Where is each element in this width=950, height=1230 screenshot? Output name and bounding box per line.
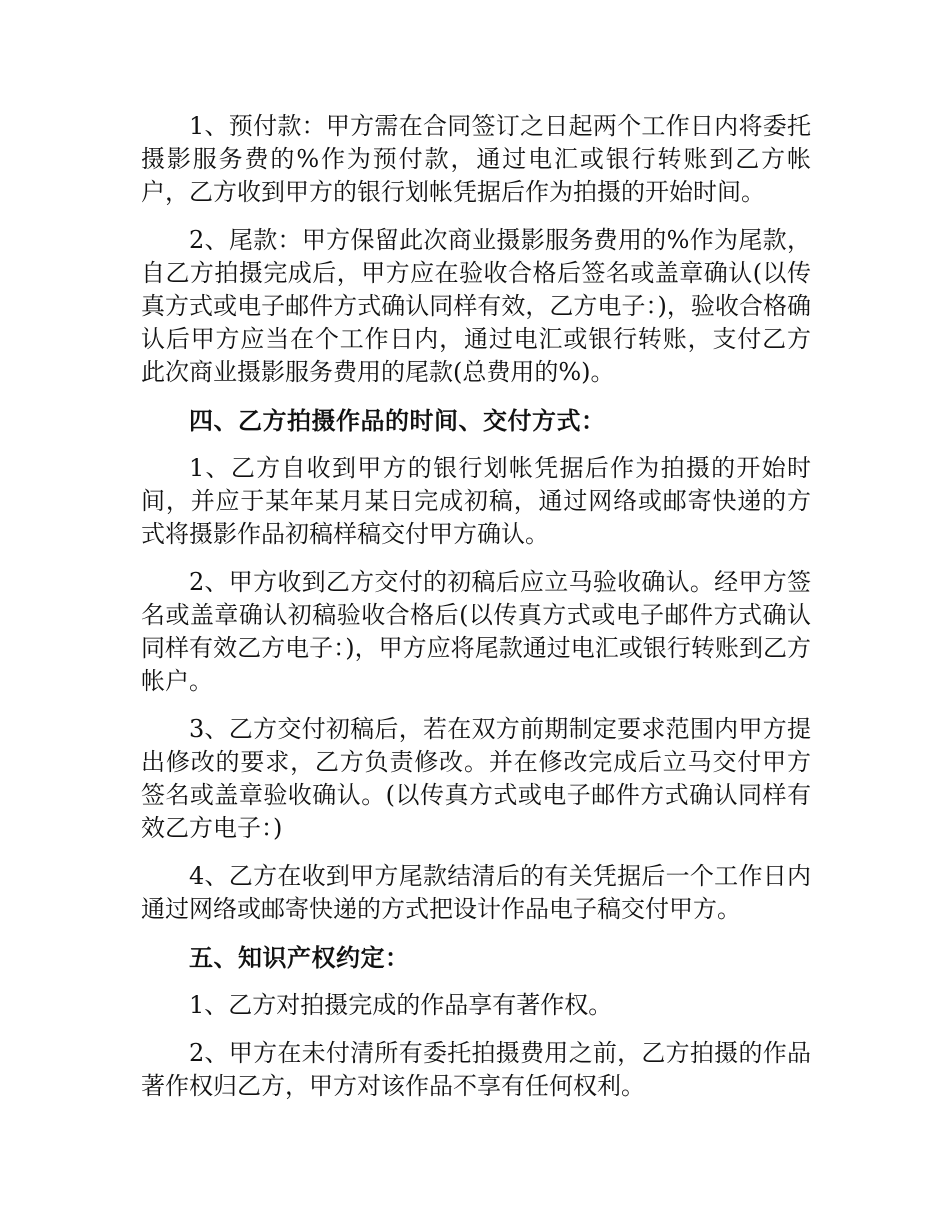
clause-prepayment: 1、预付款：甲方需在合同签订之日起两个工作日内将委托摄影服务费的%作为预付款，通过电汇或银行转账到乙方帐户，乙方收到甲方的银行划帐凭据后作为拍摄的开始时间。 [141,112,811,206]
clause-delivery-4: 4、乙方在收到甲方尾款结清后的有关凭据后一个工作日内通过网络或邮寄快递的方式把设计作品电子稿交付甲方。 [141,862,811,923]
clause-delivery-3: 3、乙方交付初稿后，若在双方前期制定要求范围内甲方提出修改的要求，乙方负责修改。并在修改完成后立马交付甲方签名或盖章验收确认。(以传真方式或电子邮件方式确认同样有效乙方电子：) [141,715,811,842]
clause-ip-2: 2、甲方在未付清所有委托拍摄费用之前，乙方拍摄的作品著作权归乙方，甲方对该作品不享有任何权利。 [141,1039,811,1100]
clause-ip-1: 1、乙方对拍摄完成的作品享有著作权。 [189,991,613,1019]
clause-final-payment: 2、尾款：甲方保留此次商业摄影服务费用的%作为尾款，自乙方拍摄完成后，甲方应在验收合格后签名或盖章确认(以传真方式或电子邮件方式确认同样有效，乙方电子：)，验收合格确认后甲方应当在个工作日内，通过电汇或银行转账，支付乙方此次商业摄影服务费用的尾款(总费用的%)。 [141,226,811,386]
section-heading-delivery: 四、乙方拍摄作品的时间、交付方式： [189,406,606,435]
clause-delivery-2: 2、甲方收到乙方交付的初稿后应立马验收确认。经甲方签名或盖章确认初稿验收合格后(以传真方式或电子邮件方式确认同样有效乙方电子：)，甲方应将尾款通过电汇或银行转账到乙方帐户。 [141,568,811,695]
document-body [141,110,811,1118]
clause-delivery-1: 1、乙方自收到甲方的银行划帐凭据后作为拍摄的开始时间，并应于某年某月某日完成初稿，通过网络或邮寄快递的方式将摄影作品初稿样稿交付甲方确认。 [141,454,811,548]
section-heading-ip: 五、知识产权约定： [189,943,410,972]
